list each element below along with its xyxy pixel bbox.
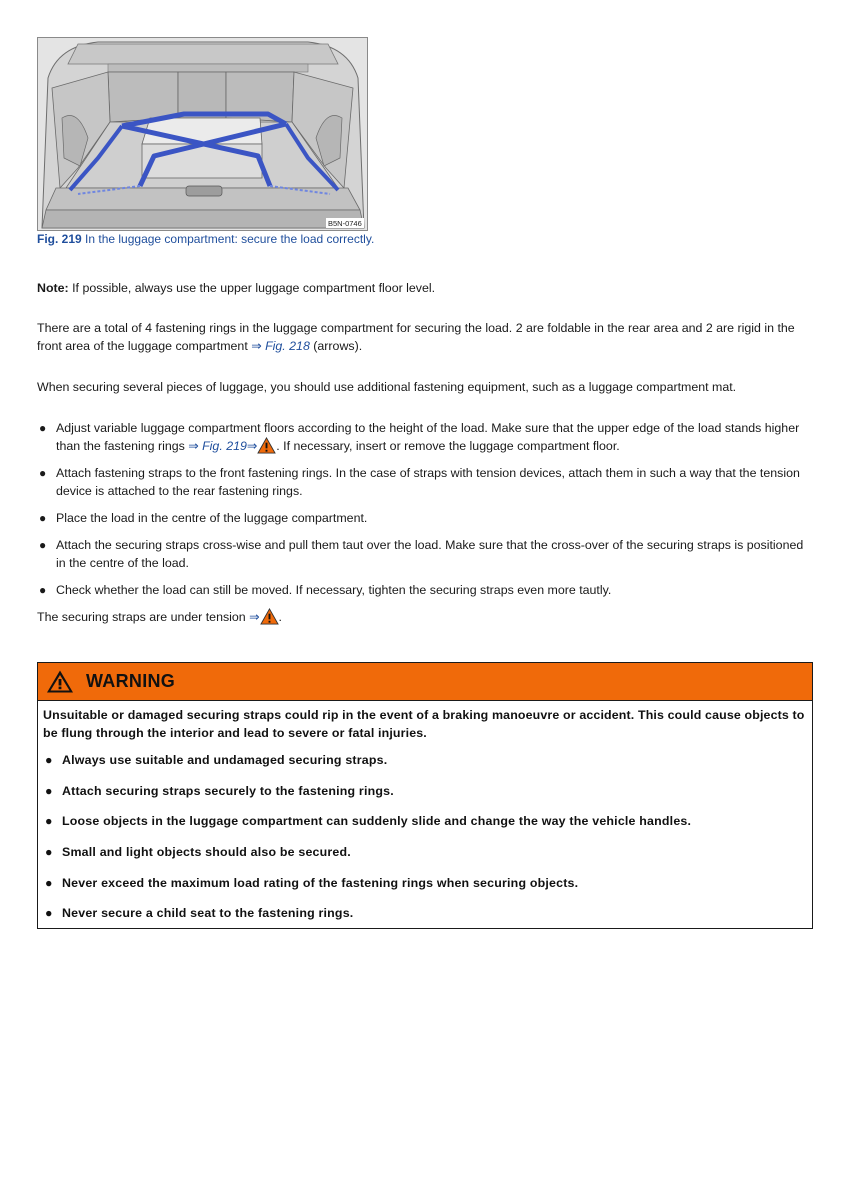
bullet-icon: ●: [39, 421, 47, 435]
warning-triangle-icon[interactable]: [260, 608, 279, 625]
warning-item: [43, 751, 807, 769]
warning-item: [43, 874, 807, 892]
warning-item-text: Loose objects in the luggage compartment can suddenly slide and change the way the vehicle handles.: [62, 814, 692, 829]
warning-triangle-icon: [46, 669, 74, 694]
bullet-icon: ●: [39, 511, 47, 525]
figure-number: Fig. 219: [37, 232, 82, 246]
figure-code: B5N-0746: [328, 219, 362, 228]
instruction-list: [37, 419, 812, 608]
cross-ref-arrow: ⇒: [251, 339, 262, 353]
bullet-icon: ●: [45, 753, 53, 767]
list-item: [37, 509, 812, 527]
warning-item-text: Attach securing straps securely to the fastening rings.: [62, 783, 394, 798]
note-label: Note:: [37, 281, 69, 295]
list-item-text: Place the load in the centre of the luggage compartment.: [56, 511, 368, 525]
bullet-icon: ●: [45, 875, 53, 890]
fastening-rings-paragraph: [37, 319, 812, 355]
note-text: If possible, always use the upper luggage compartment floor level.: [68, 281, 436, 295]
warning-item-text: Never exceed the maximum load rating of the fastening rings when securing objects.: [62, 875, 579, 890]
list-item-text-end: . If necessary, insert or remove the luggage compartment floor.: [276, 439, 620, 453]
rings-text: There are a total of 4 fastening rings in the luggage compartment for securing the load. 2 are foldable in the rear area and 2 are rigid in the front area of the luggage compartment: [37, 321, 795, 353]
equipment-paragraph: When securing several pieces of luggage, you should use additional fastening equipment, such as a luggage compartment mat.: [37, 380, 737, 394]
fig-219-link[interactable]: Fig. 219: [202, 439, 247, 453]
warning-list: [43, 751, 807, 922]
cross-ref-arrow: ⇒: [188, 439, 199, 453]
bullet-icon: ●: [45, 906, 53, 921]
warning-item: [43, 843, 807, 861]
warning-item-text: Small and light objects should also be secured.: [62, 845, 351, 860]
bullet-icon: ●: [39, 538, 47, 552]
list-item: [37, 419, 812, 455]
bullet-icon: ●: [45, 845, 53, 860]
bullet-icon: ●: [39, 583, 47, 597]
warning-item-text: Never secure a child seat to the fastening rings.: [62, 906, 354, 921]
warning-triangle-icon[interactable]: [257, 437, 276, 454]
list-item: [37, 464, 812, 500]
warning-item: [43, 904, 807, 922]
warning-item: [43, 812, 807, 830]
list-item-text: Check whether the load can still be moved. If necessary, tighten the securing straps even more tautly.: [56, 583, 612, 597]
note-paragraph: [37, 279, 812, 297]
warning-body: [38, 701, 812, 922]
list-item-text: Attach fastening straps to the front fastening rings. In the case of straps with tension devices, attach them in such a way that the tension device is attached to the rear fastening rings.: [56, 466, 800, 498]
warning-header: [38, 663, 812, 701]
list-item: [37, 536, 812, 572]
bullet-icon: ●: [45, 783, 53, 798]
list-item-text: Attach the securing straps cross-wise and pull them taut over the load. Make sure that the cross-over of the securing straps is positioned in the centre of the load.: [56, 538, 804, 570]
warning-item: [43, 782, 807, 800]
fig-218-link[interactable]: Fig. 218: [265, 339, 310, 353]
warning-item-text: Always use suitable and undamaged securing straps.: [62, 753, 388, 767]
luggage-compartment-figure: [37, 37, 368, 231]
warning-intro: Unsuitable or damaged securing straps could rip in the event of a braking manoeuvre or accident. This could cause objects to be flung through the interior and lead to severe or fatal injuries.: [43, 708, 805, 740]
cross-ref-arrow: ⇒: [249, 610, 260, 624]
bullet-icon: ●: [39, 466, 47, 480]
tension-end: .: [278, 610, 282, 624]
tension-text: The securing straps are under tension: [37, 610, 250, 624]
figure-caption-text: In the luggage compartment: secure the load correctly.: [81, 232, 375, 246]
figure-caption: [37, 232, 374, 246]
warning-title: WARNING: [86, 671, 176, 691]
cross-ref-arrow: ⇒: [246, 439, 258, 453]
bullet-icon: ●: [45, 814, 53, 829]
warning-box: [37, 662, 813, 929]
tension-paragraph: [37, 608, 812, 626]
list-item: [37, 581, 812, 599]
list-item-text: Adjust variable luggage compartment floors according to the height of the load. Make sure that the upper edge of the load stands higher than the fastening rings: [56, 421, 800, 453]
rings-text-end: (arrows).: [309, 339, 363, 353]
luggage-compartment-illustration: [38, 38, 367, 230]
